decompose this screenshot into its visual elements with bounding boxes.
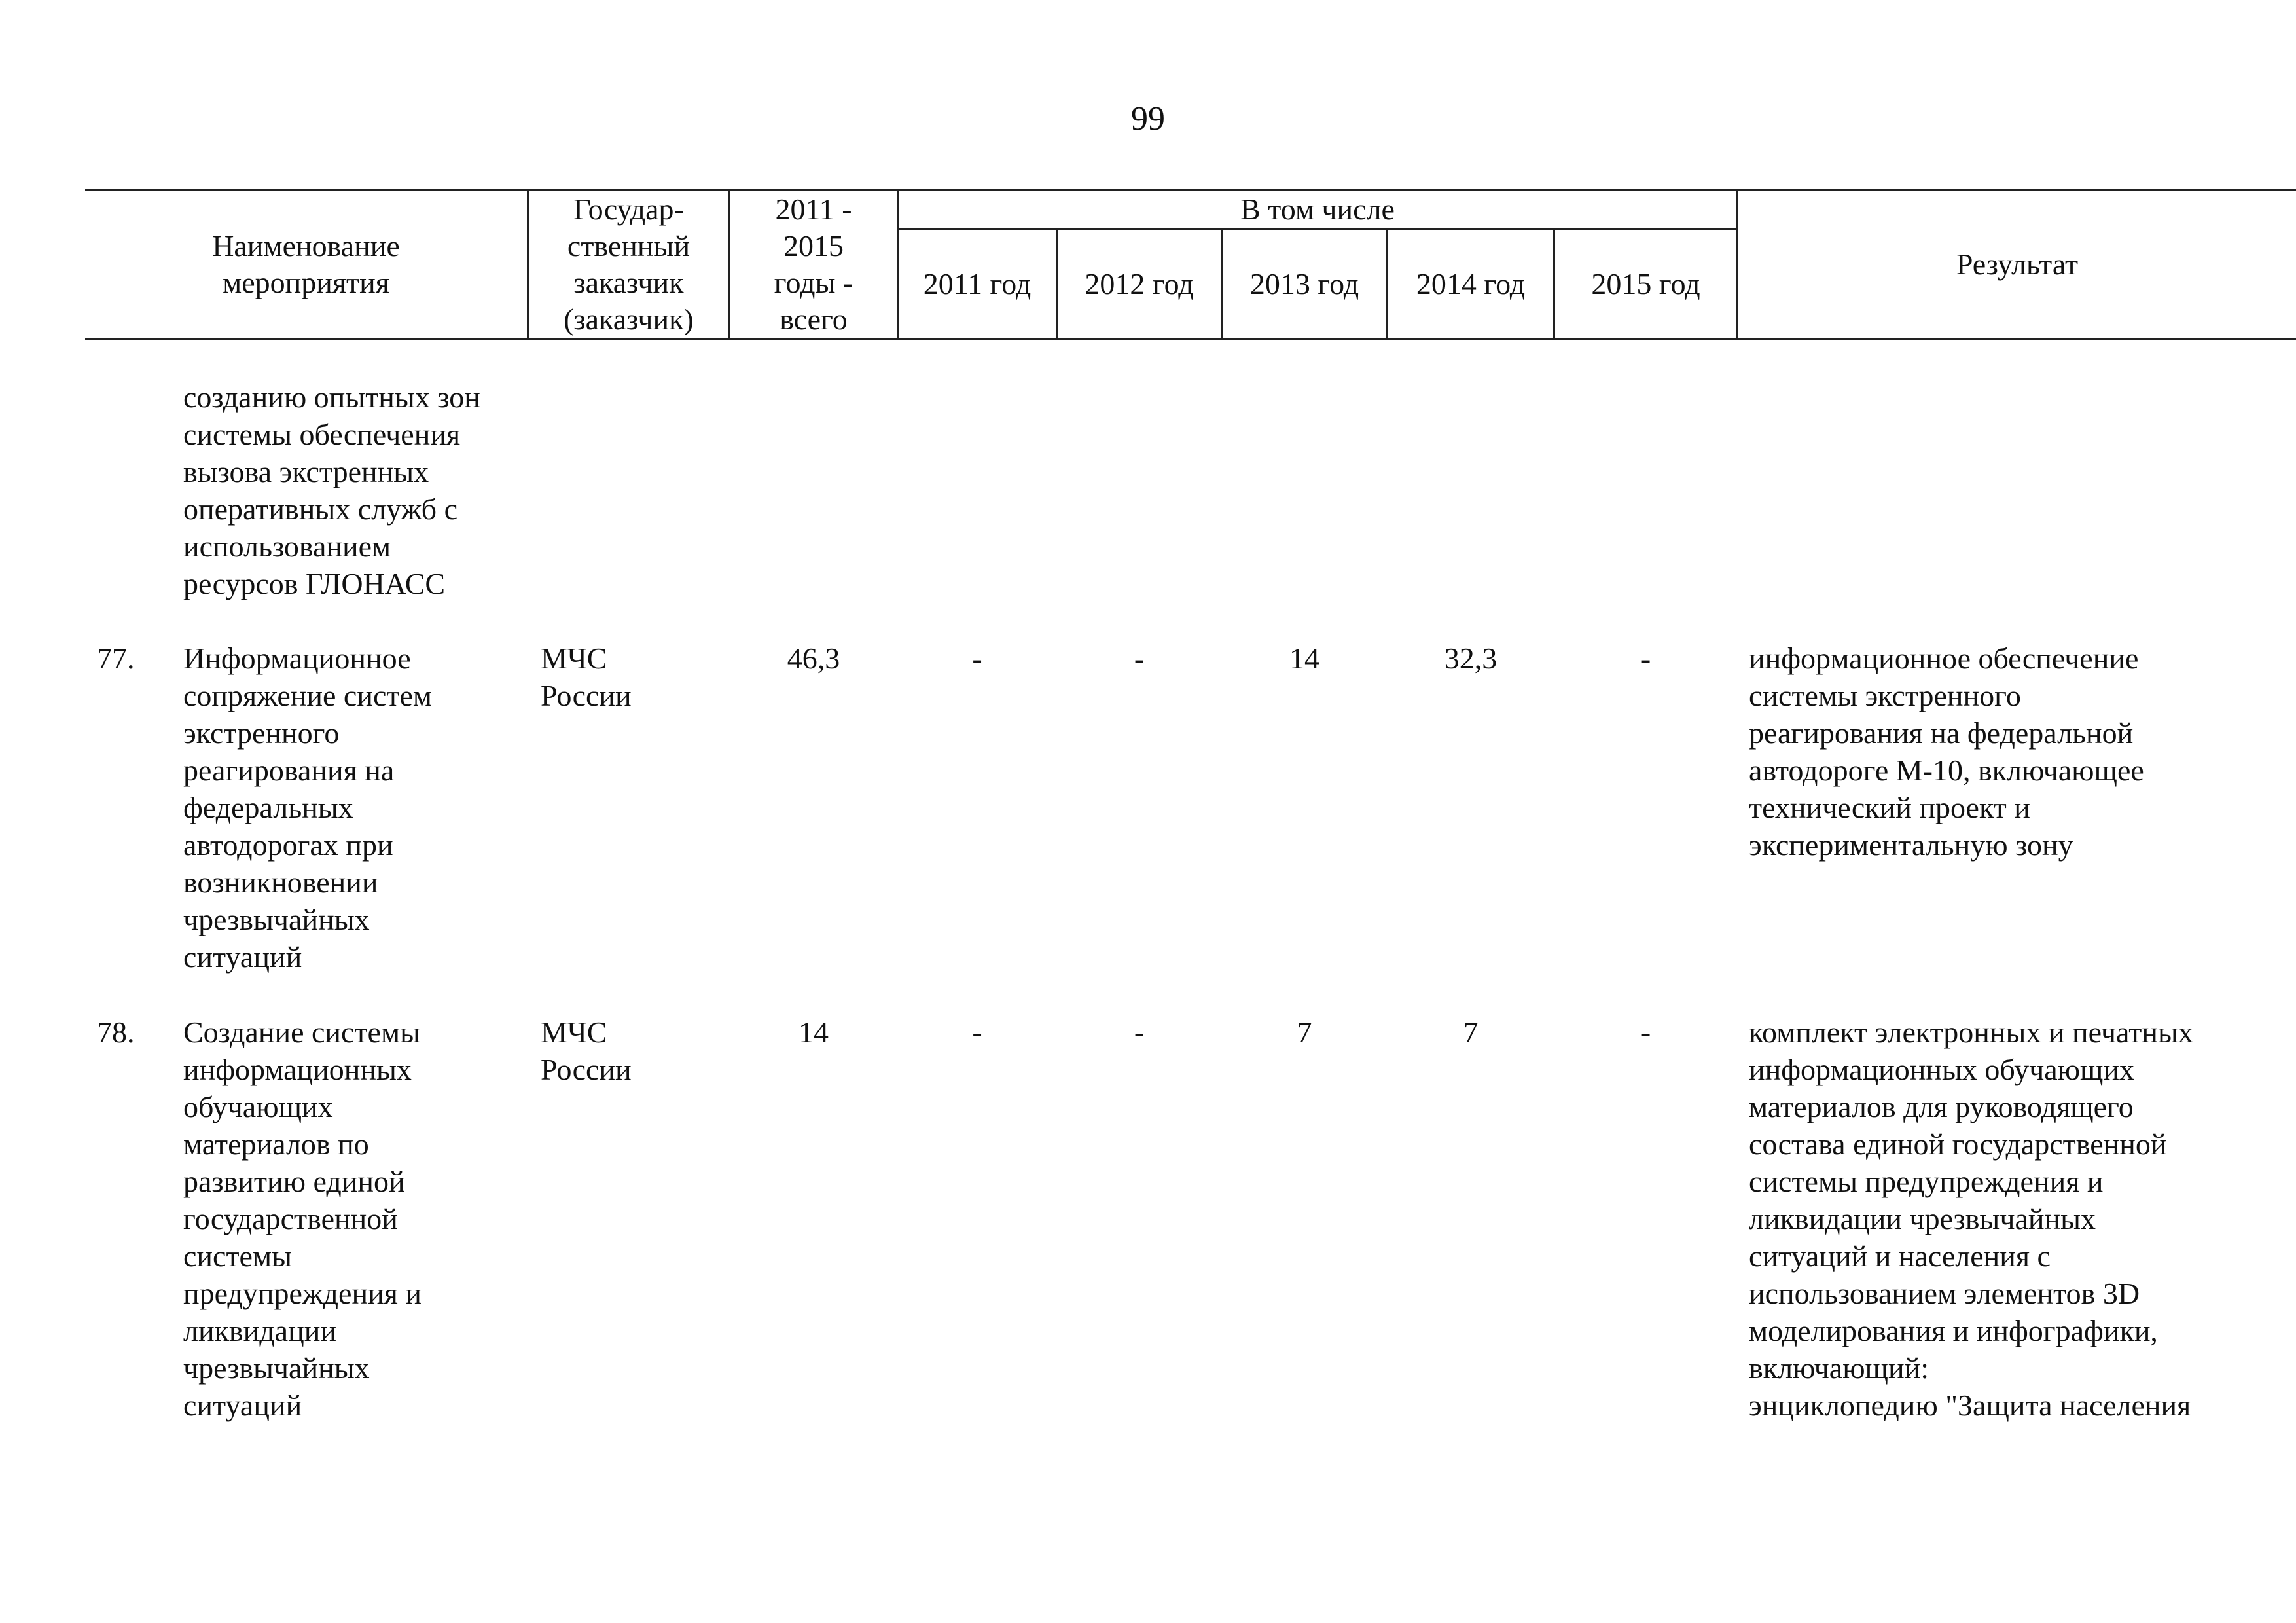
row-number: 78. (97, 1015, 135, 1049)
row-number: 77. (97, 642, 135, 675)
row-result: информационное обеспечение системы экстренного реагирования на федеральной автодороге М-10, включающее технический проект и экспериментальную зону (1749, 642, 2144, 862)
header-name-line: мероприятия (223, 265, 389, 299)
header-bottom-rule (85, 338, 2296, 340)
header-total (730, 191, 897, 338)
row-value-2015: - (1640, 642, 1651, 675)
header-result: Результат (1956, 247, 2079, 281)
header-name (85, 191, 527, 338)
header-total-line: 2011 - (775, 192, 852, 226)
row-value-2011: - (972, 1015, 982, 1049)
row-value-2012: - (1134, 1015, 1145, 1049)
row-name: созданию опытных зон системы обеспечения вызова экстренных оперативных служб с использованием ресурсов ГЛОНАСС (183, 380, 480, 600)
row-value-2011: - (972, 642, 982, 675)
row-value-2014: 7 (1463, 1015, 1479, 1049)
row-value-2013: 14 (1289, 642, 1319, 675)
header-total-line: всего (780, 302, 848, 336)
row-total: 14 (798, 1015, 829, 1049)
row-total: 46,3 (787, 642, 840, 675)
row-value-2014: 32,3 (1444, 642, 1498, 675)
row-name: Создание системы информационных обучающих материалов по развитию единой государственной системы предупреждения и ликвидации чрезвычайных ситуаций (183, 1015, 422, 1422)
header-customer-line: заказчик (573, 265, 684, 299)
header-total-line: годы - (774, 265, 853, 299)
header-customer-line: (заказчик) (564, 302, 694, 336)
header-customer-line: ственный (567, 228, 691, 263)
header-year-2012: 2012 год (1085, 266, 1194, 301)
header-year-2013: 2013 год (1249, 266, 1359, 301)
header-total-line: 2015 (783, 228, 844, 263)
row-value-2012: - (1134, 642, 1145, 675)
row-customer: МЧС России (541, 642, 632, 712)
row-result: комплект электронных и печатных информационных обучающих материалов для руководящего состава единой государственной системы предупреждения и ликвидации чрезвычайных ситуаций и населения с использованием элементов 3D моделирования и инфографики, включающий: энциклопедию "Защита населения (1749, 1015, 2193, 1422)
row-value-2013: 7 (1297, 1015, 1312, 1049)
header-including: В том числе (1240, 192, 1395, 226)
row-name: Информационное сопряжение систем экстренного реагирования на федеральных автодорогах при возникновении чрезвычайных ситуаций (183, 642, 433, 974)
page-number: 99 (1131, 100, 1165, 137)
header-customer-line: Государ- (573, 192, 684, 226)
header-year-2015: 2015 год (1591, 266, 1700, 301)
header-year-2011: 2011 год (923, 266, 1031, 301)
row-customer: МЧС России (541, 1015, 632, 1086)
header-year-2014: 2014 год (1416, 266, 1526, 301)
header-name-line: Наименование (212, 228, 400, 263)
row-value-2015: - (1640, 1015, 1651, 1049)
header-customer (529, 191, 728, 338)
